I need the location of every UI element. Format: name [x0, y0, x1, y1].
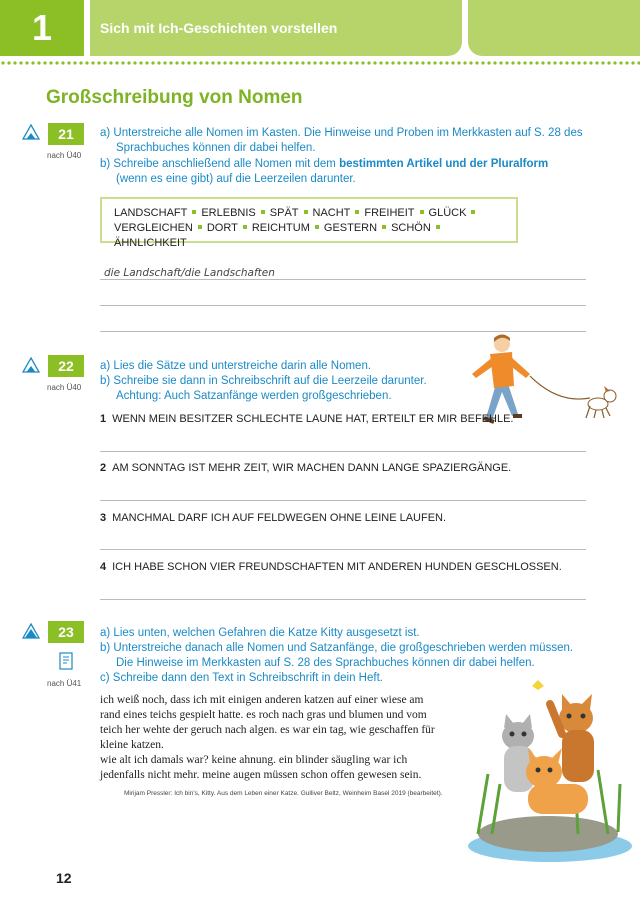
word-box — [100, 197, 518, 249]
word: GESTERN — [323, 222, 378, 234]
answer-line[interactable] — [100, 549, 586, 550]
instruction-a: a) Lies unten, welchen Gefahren die Katze Kitty ausgesetzt ist. — [100, 627, 420, 639]
sentence-4 — [100, 561, 562, 573]
instruction-b-line2: Die Hinweise im Merkkasten auf S. 28 des Sprachbuches können dir dabei helfen. — [116, 657, 535, 669]
word-row-2 — [114, 221, 504, 251]
exercise-reference: nach Ü41 — [47, 679, 82, 688]
instruction-b-text: b) Schreibe anschließend alle Nomen mit dem — [100, 158, 340, 170]
sentence-text: WENN MEIN BESITZER SCHLECHTE LAUNE HAT, ERTEILT ER MIR BEFEHLE. — [112, 413, 514, 425]
word: REICHTUM — [251, 222, 310, 234]
answer-line[interactable] — [100, 599, 586, 600]
difficulty-triangle-icon — [22, 357, 40, 373]
word: ERLEBNIS — [201, 207, 256, 219]
answer-line[interactable] — [100, 279, 586, 280]
sentence-3 — [100, 512, 446, 524]
story-line: kleine katzen. — [100, 739, 164, 751]
sentence-2 — [100, 462, 511, 474]
sentence-text: MANCHMAL DARF ICH AUF FELDWEGEN OHNE LEINE LAUFEN. — [112, 512, 447, 524]
word: FREIHEIT — [364, 207, 415, 219]
instruction-c: c) Schreibe dann den Text in Schreibschrift in dein Heft. — [100, 672, 383, 684]
answer-line[interactable] — [100, 331, 586, 332]
story-line: wie alt ich damals war? keine ahnung. ein blinder säugling war ich — [100, 754, 408, 766]
sentence-number: 3 — [100, 512, 107, 524]
exercise-number-23: 23 — [48, 621, 84, 643]
exercise-number-22: 22 — [48, 355, 84, 377]
header-decoration — [468, 0, 640, 56]
instruction-a-line2: Sprachbuches können dir dabei helfen. — [116, 142, 316, 154]
page-number: 12 — [56, 870, 72, 886]
word: NACHT — [312, 207, 351, 219]
word: DORT — [206, 222, 238, 234]
instruction-b-line2: Achtung: Auch Satzanfänge werden großgeschrieben. — [116, 390, 392, 402]
sentence-1 — [100, 413, 514, 425]
story-text — [100, 693, 452, 783]
citation: Mirijam Pressler: Ich bin's, Kitty. Aus dem Leben einer Katze. Gulliver Beltz, Weinheim Basel 2019 (bearbeitet). — [124, 790, 443, 797]
chapter-title: Sich mit Ich-Geschichten vorstellen — [90, 0, 462, 56]
word: GLÜCK — [428, 207, 467, 219]
instruction-b-line2: (wenn es eine gibt) auf die Leerzeilen darunter. — [116, 173, 356, 185]
notebook-icon — [58, 652, 74, 675]
sentence-text: AM SONNTAG IST MEHR ZEIT, WIR MACHEN DANN LANGE SPAZIERGÄNGE. — [112, 462, 512, 474]
example-answer: die Landschaft/die Landschaften — [104, 267, 275, 279]
instruction-b-line1: b) Schreibe sie dann in Schreibschrift auf die Leerzeile darunter. — [100, 375, 427, 387]
story-line: teich her wehte der geruch nach algen. es war ein tag, wie geschaffen für — [100, 724, 435, 736]
story-line: rand eines teichs gespielt hatte. es roch nach gras und blumen und vom — [100, 709, 427, 721]
exercise-reference: nach Ü40 — [47, 383, 82, 392]
instruction-a: a) Lies die Sätze und unterstreiche darin alle Nomen. — [100, 360, 372, 372]
sentence-number: 1 — [100, 413, 107, 425]
answer-line[interactable] — [100, 451, 586, 452]
difficulty-triangle-icon — [22, 124, 40, 140]
word: ÄHNLICHKEIT — [114, 237, 187, 249]
chapter-number: 1 — [0, 0, 84, 56]
word: SCHÖN — [391, 222, 431, 234]
story-line: ich weiß noch, dass ich mit einigen anderen katzen auf einer wiese am — [100, 694, 424, 706]
answer-line[interactable] — [100, 500, 586, 501]
instruction-a-line1: a) Unterstreiche alle Nomen im Kasten. Die Hinweise und Proben im Merkkasten auf S. 28 des — [100, 127, 583, 139]
word-row-1 — [114, 206, 504, 221]
cats-by-pond-illustration — [458, 674, 634, 869]
exercise-number-21: 21 — [48, 123, 84, 145]
dotted-divider — [0, 60, 640, 66]
word: SPÄT — [269, 207, 299, 219]
instruction-b-line1: b) Unterstreiche danach alle Nomen und Satzanfänge, die großgeschrieben werden müssen. — [100, 642, 574, 654]
instruction-b-bold: bestimmten Artikel und der Pluralform — [339, 158, 549, 170]
answer-line[interactable] — [100, 305, 586, 306]
sentence-number: 2 — [100, 462, 107, 474]
sentence-number: 4 — [100, 561, 107, 573]
instruction-b-line1 — [100, 157, 548, 172]
word: LANDSCHAFT — [114, 207, 188, 219]
story-line: jedenfalls nicht mehr. meine augen müssen schon offen gewesen sein. — [100, 769, 422, 781]
exercise-reference: nach Ü40 — [47, 151, 82, 160]
section-title: Großschreibung von Nomen — [46, 87, 303, 108]
sentence-text: ICH HABE SCHON VIER FREUNDSCHAFTEN MIT ANDEREN HUNDEN GESCHLOSSEN. — [112, 561, 562, 573]
difficulty-triangle-icon — [22, 623, 40, 639]
word: VERGLEICHEN — [114, 222, 193, 234]
